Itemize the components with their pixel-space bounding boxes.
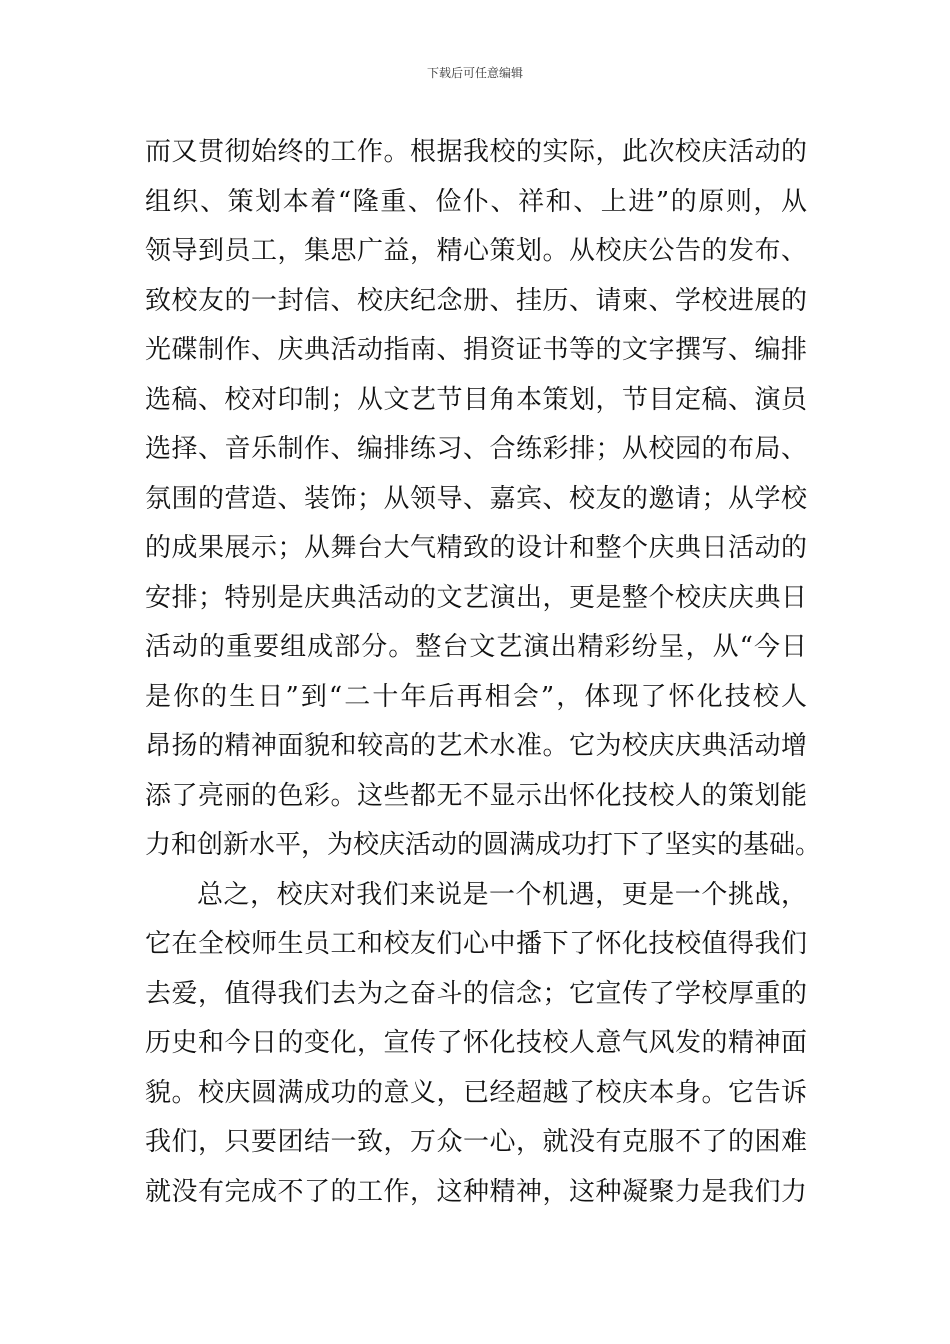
body-line: 而又贯彻始终的工作。根据我校的实际，此次校庆活动的 [145, 137, 807, 167]
body-line: 氛围的营造、装饰；从领导、嘉宾、校友的邀请；从学校 [145, 483, 807, 514]
body-line: 光碟制作、庆典活动指南、捐资证书等的文字撰写、编排 [145, 335, 807, 365]
body-line: 添了亮丽的色彩。这些都无不显示出怀化技校人的策划能 [145, 780, 807, 811]
body-line: 的成果展示；从舞台大气精致的设计和整个庆典日活动的 [145, 533, 807, 563]
body-line: 我们，只要团结一致，万众一心，就没有克服不了的困难 [145, 1127, 807, 1157]
body-line: 历史和今日的变化，宣传了怀化技校人意气风发的精神面 [145, 1028, 807, 1058]
body-line: 貌。校庆圆满成功的意义，已经超越了校庆本身。它告诉 [145, 1077, 807, 1108]
body-line-paragraph-start: 总之，校庆对我们来说是一个机遇，更是一个挑战， [197, 879, 807, 910]
body-line: 选择、音乐制作、编排练习、合练彩排；从校园的布局、 [145, 434, 807, 464]
body-line: 它在全校师生员工和校友们心中播下了怀化技校值得我们 [145, 929, 807, 959]
body-line: 昂扬的精神面貌和较高的艺术水准。它为校庆庆典活动增 [145, 731, 807, 761]
body-line: 是你的生日”到“二十年后再相会”，体现了怀化技校人 [145, 681, 807, 712]
document-body [145, 128, 822, 1217]
body-line: 安排；特别是庆典活动的文艺演出，更是整个校庆庆典日 [145, 582, 807, 613]
body-line: 选稿、校对印制；从文艺节目角本策划，节目定稿、演员 [145, 384, 807, 415]
body-line: 领导到员工，集思广益，精心策划。从校庆公告的发布、 [145, 236, 807, 266]
body-line: 力和创新水平，为校庆活动的圆满成功打下了坚实的基础。 [145, 830, 822, 860]
page-header-note: 下载后可任意编辑 [426, 66, 523, 80]
body-line: 致校友的一封信、校庆纪念册、挂历、请柬、学校进展的 [145, 285, 807, 316]
body-line: 就没有完成不了的工作，这种精神，这种凝聚力是我们力 [145, 1176, 807, 1207]
body-line: 组织、策划本着“隆重、俭仆、祥和、上进”的原则，从 [145, 186, 807, 217]
body-line: 去爱，值得我们去为之奋斗的信念；它宣传了学校厚重的 [145, 978, 807, 1009]
body-line: 活动的重要组成部分。整台文艺演出精彩纷呈，从“今日 [145, 632, 807, 662]
